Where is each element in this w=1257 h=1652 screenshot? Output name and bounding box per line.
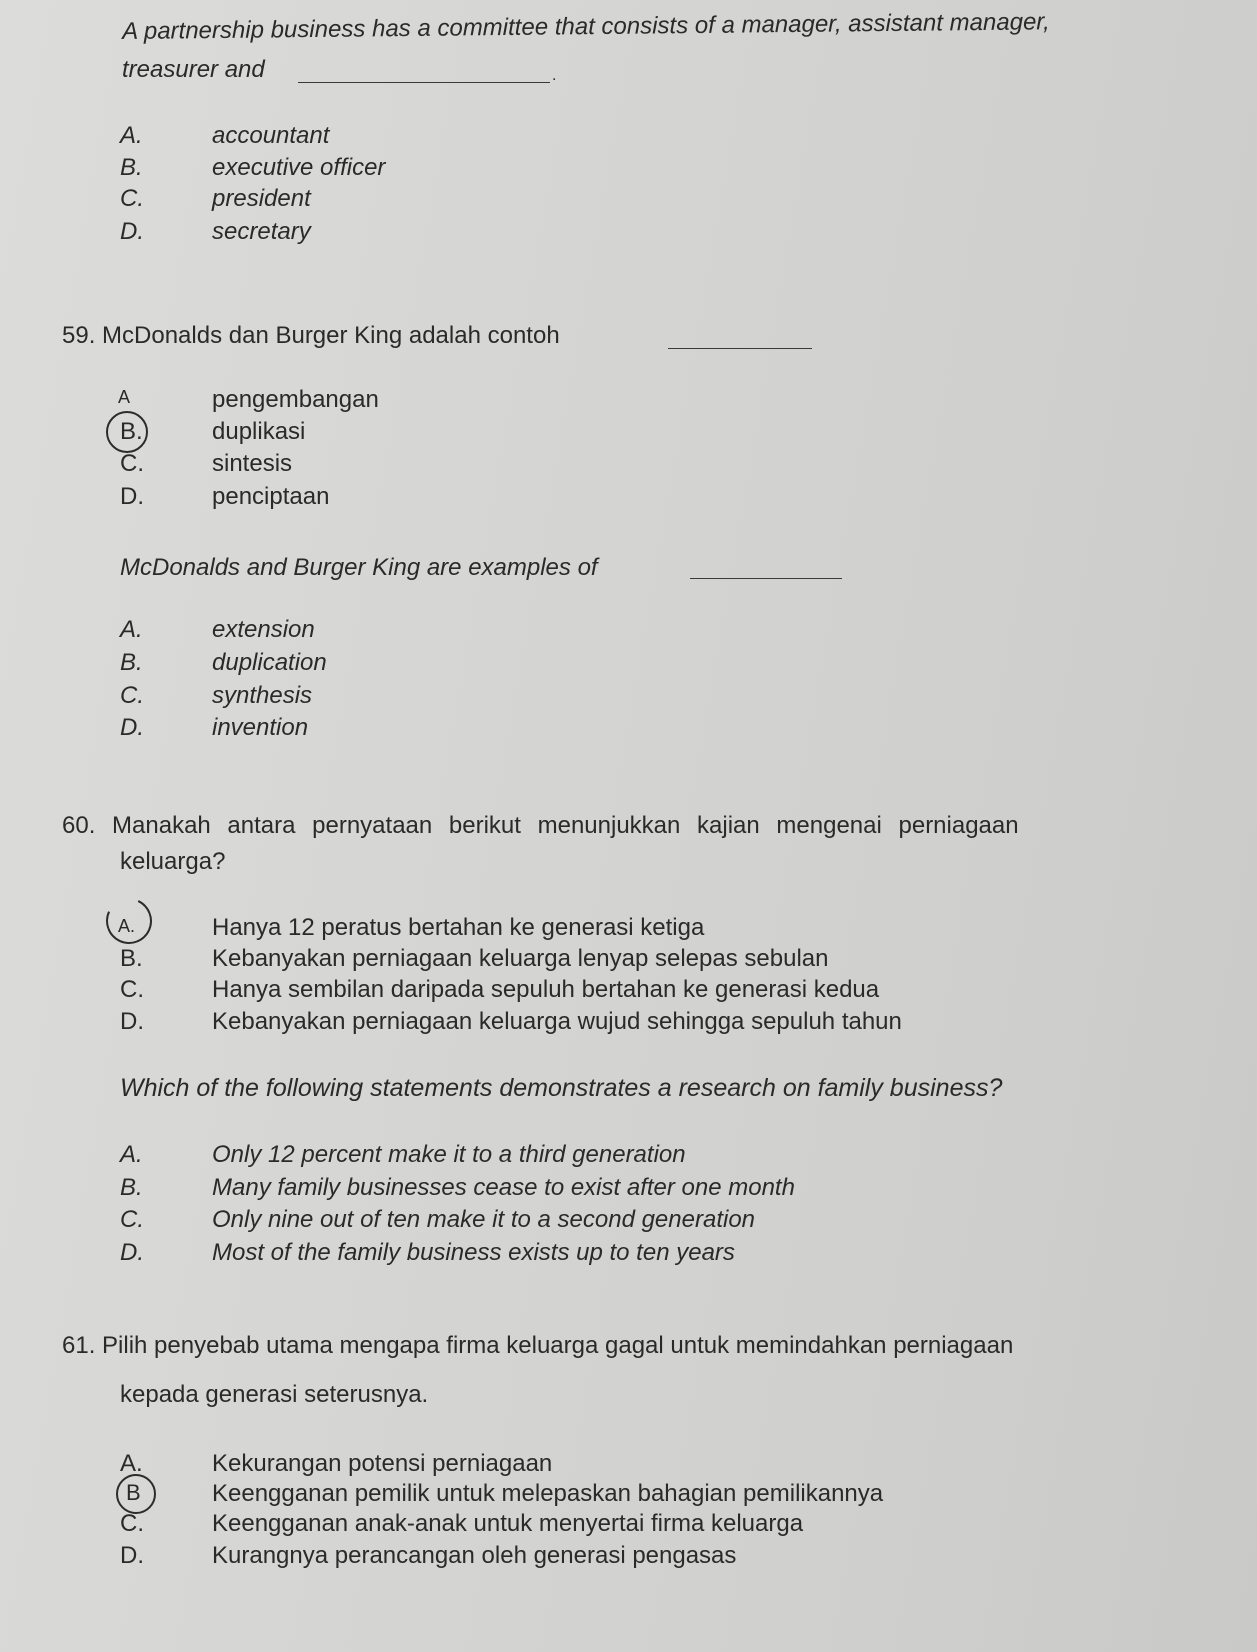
- q60-stem-text: 60. Manakah antara pernyataan berikut menunjukkan kajian mengenai perniagaan: [62, 812, 1019, 839]
- q59-en-option-text: duplication: [212, 649, 327, 676]
- q60-option-text: Hanya 12 peratus bertahan ke generasi ketiga: [212, 914, 705, 941]
- q60-option-letter: B.: [120, 945, 143, 972]
- q60-option-text: Hanya sembilan daripada sepuluh bertahan ke generasi kedua: [212, 976, 880, 1003]
- q58-option-text: executive officer: [212, 154, 386, 181]
- q60-option-text: Kebanyakan perniagaan keluarga wujud sehingga sepuluh tahun: [212, 1008, 902, 1035]
- q58-option-text: secretary: [212, 218, 311, 245]
- q58-option-letter: C.: [120, 185, 144, 212]
- q61-option-text: Kekurangan potensi perniagaan: [212, 1450, 553, 1477]
- q60-en-stem: Which of the following statements demonstrates a research on family business?: [120, 1074, 1003, 1102]
- q59-en-option-text: extension: [212, 616, 315, 643]
- q59-en-option-letter: C.: [120, 682, 144, 709]
- q59-option-letter: B.: [120, 418, 143, 445]
- circled-answer-mark: [100, 892, 159, 951]
- circled-answer-mark: [116, 1474, 156, 1514]
- q59-answer-blank: [668, 348, 812, 349]
- q61-option-text: Kurangnya perancangan oleh generasi pengasas: [212, 1542, 737, 1569]
- q60-en-option-text: Only nine out of ten make it to a second generation: [212, 1206, 756, 1233]
- circled-answer-mark: [106, 411, 148, 453]
- q59-en-option-letter: D.: [120, 714, 144, 741]
- q61-option-letter: B: [126, 1480, 141, 1505]
- q58-option-text: president: [212, 185, 311, 212]
- q60-en-option-letter: D.: [120, 1239, 144, 1266]
- q61-stem-line1: 61. Pilih penyebab utama mengapa firma keluarga gagal untuk memindahkan perniagaan: [62, 1332, 1014, 1359]
- q60-en-option-text: Many family businesses cease to exist after one month: [212, 1174, 795, 1201]
- q61-option-letter: C.: [120, 1510, 144, 1537]
- q59-en-option-text: synthesis: [212, 682, 313, 709]
- q61-option-text: Keengganan anak-anak untuk menyertai firma keluarga: [212, 1510, 804, 1537]
- q59-en-stem: McDonalds and Burger King are examples of: [120, 554, 598, 581]
- q60-en-option-text: Only 12 percent make it to a third generation: [212, 1141, 686, 1168]
- q59-option-letter: C.: [120, 450, 144, 477]
- q58-stem-end: .: [552, 67, 557, 84]
- q61-stem-line2: kepada generasi seterusnya.: [120, 1381, 429, 1408]
- q59-en-option-letter: B.: [120, 649, 143, 676]
- q59-option-text: sintesis: [212, 450, 293, 477]
- q61-option-letter: A.: [120, 1450, 143, 1477]
- q59-option-letter: A: [118, 387, 131, 407]
- q61-option-text: Keengganan pemilik untuk melepaskan bahagian pemilikannya: [212, 1480, 884, 1507]
- q58-answer-blank: [298, 82, 550, 83]
- q58-option-letter: B.: [120, 154, 143, 181]
- q59-en-option-text: invention: [212, 714, 309, 741]
- q60-en-option-text: Most of the family business exists up to ten years: [212, 1239, 735, 1266]
- q61-option-letter: D.: [120, 1542, 144, 1569]
- q60-option-letter: A.: [118, 916, 136, 936]
- q60-stem-line1: [62, 814, 1238, 838]
- q59-option-letter: D.: [120, 483, 144, 510]
- q59-option-text: duplikasi: [212, 418, 306, 445]
- q59-option-text: penciptaan: [212, 483, 330, 510]
- q60-option-letter: D.: [120, 1008, 144, 1035]
- q59-stem: 59. McDonalds dan Burger King adalah contoh: [62, 322, 560, 349]
- q60-en-option-letter: C.: [120, 1206, 144, 1233]
- q59-option-text: pengembangan: [212, 386, 379, 413]
- q59-en-option-letter: A.: [120, 616, 143, 643]
- q58-option-letter: A.: [120, 122, 143, 149]
- q60-stem-line2: keluarga?: [120, 848, 226, 875]
- q60-en-option-letter: B.: [120, 1174, 143, 1201]
- q60-en-option-letter: A.: [120, 1141, 143, 1168]
- q58-stem-line1: A partnership business has a committee that consists of a manager, assistant manager,: [121, 8, 1050, 45]
- q58-option-letter: D.: [120, 218, 144, 245]
- q59-en-answer-blank: [690, 578, 842, 579]
- q58-stem-line2: treasurer and: [122, 56, 265, 83]
- q58-option-text: accountant: [212, 122, 330, 149]
- q60-option-letter: C.: [120, 976, 144, 1003]
- q60-option-text: Kebanyakan perniagaan keluarga lenyap selepas sebulan: [212, 945, 829, 972]
